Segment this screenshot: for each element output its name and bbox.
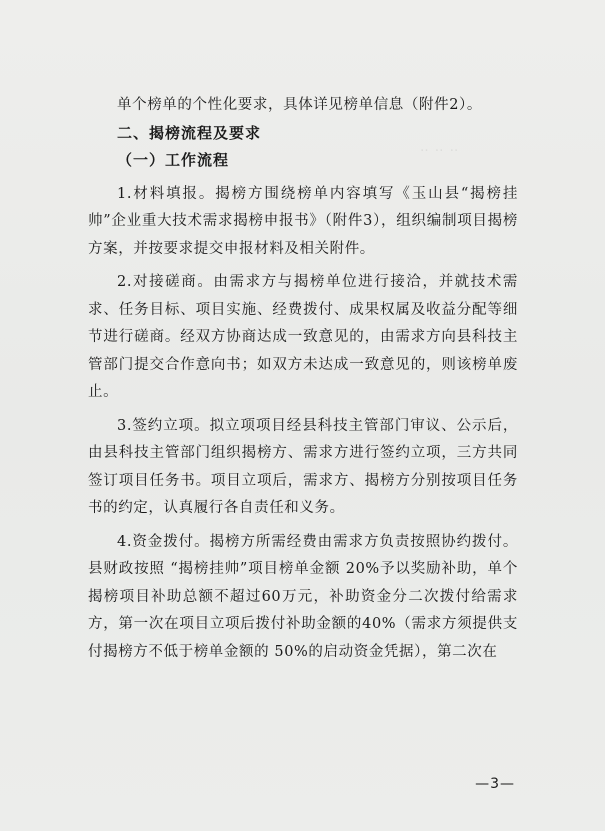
document-body [88, 92, 518, 666]
section-heading: 二、揭榜流程及要求 [117, 123, 262, 142]
subsection-heading: （一）工作流程 [117, 151, 230, 169]
paragraph-step-3: 3.签约立项。拟立项项目经县科技主管部门审议、公示后，由县科技主管部门组织揭榜方、需求方进行签约立项，三方共同签订项目任务书。项目立项后，需求方、揭榜方分别按项目任务书的约定，认真履行各自责任和义务。 [88, 417, 518, 516]
paragraph-step-2: 2.对接磋商。由需求方与揭榜单位进行接洽，并就技术需求、任务目标、项目实施、经费拨付、成果权属及收益分配等细节进行磋商。经双方协商达成一致意见的，由需求方向县科技主管部门提交合作意向书；如双方未达成一致意见的，则该榜单废止。 [88, 274, 518, 400]
paragraph-intro: 单个榜单的个性化要求，具体详见榜单信息（附件2）。 [117, 97, 482, 113]
paragraph-step-4: 4.资金拨付。揭榜方所需经费由需求方负责按照协约拨付。县财政按照 “揭榜挂帅”项目榜单金额 20%予以奖励补助，单个揭榜项目补助总额不超过60万元，补助资金分二次拨付给需求方，第一次在项目立项后拨付补助金额的40%（需求方须提供支付揭榜方不低于榜单金额的 50%的启动资金凭据），第二次在 [88, 533, 518, 660]
page-number: —3— [475, 776, 515, 792]
paragraph-step-1: 1.材料填报。揭榜方围绕榜单内容填写《玉山县“揭榜挂帅”企业重大技术需求揭榜申报书》（附件3），组织编制项目揭榜方案，并按要求提交申报材料及相关附件。 [88, 185, 518, 257]
bleed-through-decoration: ‥ ‥ ‥ [420, 140, 460, 155]
